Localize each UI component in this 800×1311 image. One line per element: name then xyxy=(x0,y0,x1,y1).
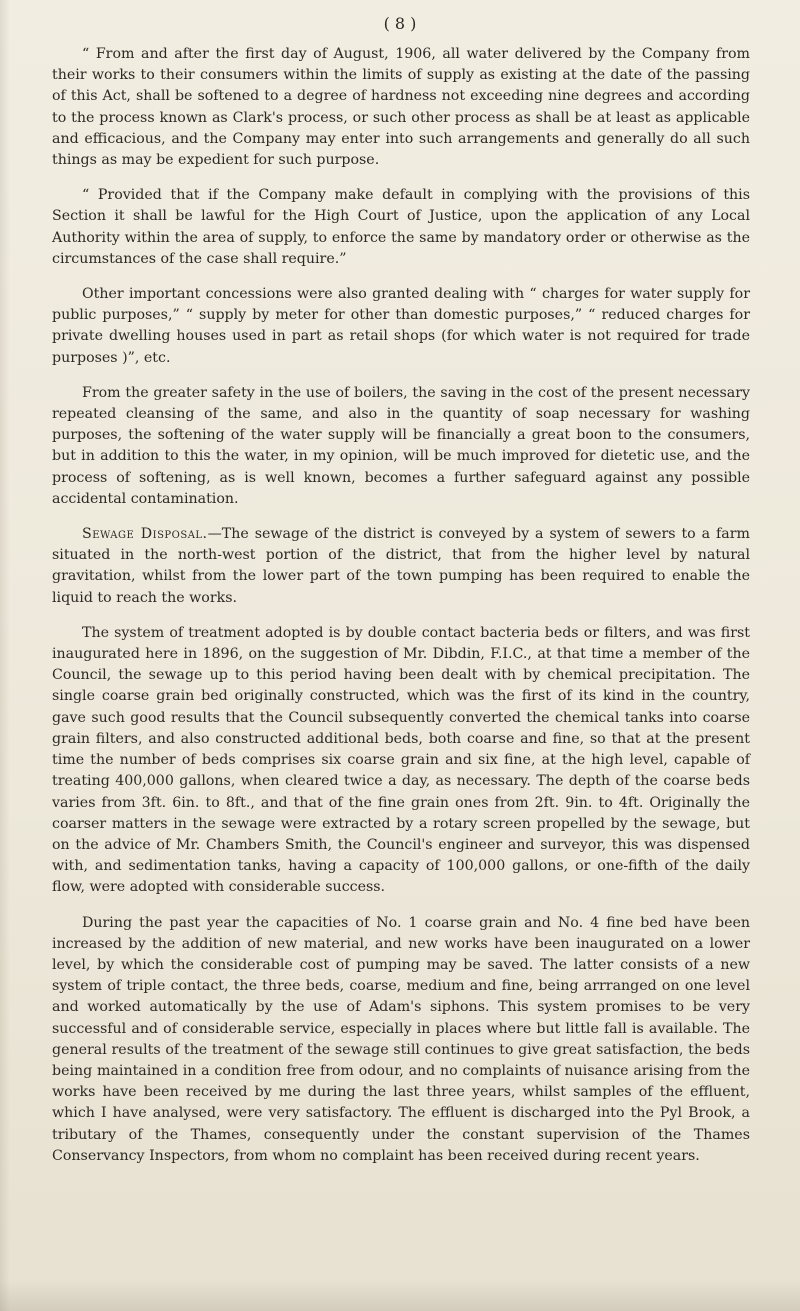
page-bottom-stain xyxy=(0,1281,800,1311)
paragraph-concessions: Other important concessions were also granted dealing with “ charges for water supply for public purposes,” “ supply by meter for other than domestic purposes,” “ reduced charges for private dwelling houses used in part as retail shops (for which water is not required for trade purposes )”, etc. xyxy=(52,286,750,366)
page-edge-shadow xyxy=(0,0,10,1311)
paragraph-sewage-disposal xyxy=(52,524,750,609)
sewage-disposal-text: —The sewage of the district is conveyed by a system of sewers to a farm situated in the north-west portion of the district, that from the higher level by natural gravitation, whilst from the lower part of the town pumping has been required to enable the liquid to reach the works. xyxy=(52,526,750,606)
paragraph-past-year-works: During the past year the capacities of No. 1 coarse grain and No. 4 fine bed have been increased by the addition of new material, and new works have been inaugurated on a lower level, by which the considerable cost of pumping may be saved. The latter consists of a new system of triple contact, the three beds, coarse, medium and fine, being arrranged on one level and worked automatically by the use of Adam's siphons. This system promises to be very successful and of considerable service, especially in places where but little fall is available. The general results of the treatment of the sewage still continues to give great satisfaction, the beds being maintained in a condition free from odour, and no complaints of nuisance arising from the works have been received by me during the last three years, whilst samples of the effluent, which I have analysed, were very satisfactory. The effluent is discharged into the Pyl Brook, a tributary of the Thames, consequently under the constant supervision of the Thames Conservancy Inspectors, from whom no complaint has been received during recent years. xyxy=(52,914,750,1164)
paragraph-act-quote: “ From and after the first day of August, 1906, all water delivered by the Company from their works to their consumers within the limits of supply as existing at the date of the passing of this Act, shall be softened to a degree of hardness not exceeding nine degrees and according to the process known as Clark's process, or such other process as shall be at least as applicable and efficacious, and the Company may enter into such arrangements and generally do all such things as may be expedient for such purpose. xyxy=(52,46,750,169)
document-body xyxy=(52,44,750,1181)
section-heading-sewage-disposal: Sewage Disposal. xyxy=(82,526,208,543)
paragraph-softening-benefits: From the greater safety in the use of boilers, the saving in the cost of the present necessary repeated cleansing of the same, and also in the quantity of soap necessary for washing purposes, the softening of the water supply will be financially a great boon to the consumers, but in addition to this the water, in my opinion, will be much improved for dietetic use, and the process of softening, as is well known, becomes a further safeguard against any possible accidental contamination. xyxy=(52,384,750,507)
page-number: ( 8 ) xyxy=(383,14,417,33)
paragraph-treatment-system: The system of treatment adopted is by double contact bacteria beds or filters, and was first inaugurated here in 1896, on the suggestion of Mr. Dibdin, F.I.C., at that time a member of the Council, the sewage up to this period having been dealt with by chemical precipitation. The single coarse grain bed originally constructed, which was the first of its kind in the country, gave such good results that the Council subsequently converted the chemical tanks into coarse grain filters, and also constructed additional beds, both coarse and fine, so that at the present time the number of beds comprises six coarse grain and six fine, at the high level, capable of treating 400,000 gallons, when cleared twice a day, as necessary. The depth of the coarse beds varies from 3ft. 6in. to 8ft., and that of the fine grain ones from 2ft. 9in. to 4ft. Originally the coarser matters in the sewage were extracted by a rotary screen propelled by the sewage, but on the advice of Mr. Chambers Smith, the Council's engineer and surveyor, this was dispensed with, and sedimentation tanks, having a capacity of 100,000 gallons, or one-fifth of the daily flow, were adopted with considerable success. xyxy=(52,624,750,896)
paragraph-proviso-quote: “ Provided that if the Company make default in complying with the provisions of this Section it shall be lawful for the High Court of Justice, upon the application of any Local Authority within the area of supply, to enforce the same by mandatory order or otherwise as the circumstances of the case shall require.” xyxy=(52,187,750,267)
